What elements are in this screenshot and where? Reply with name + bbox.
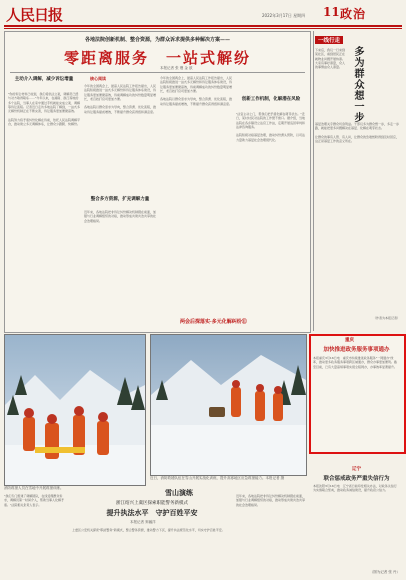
lead-kicker: 各地法院创新机制、整合资源，为群众诉求提供多种解决方案—— (84, 37, 230, 43)
page-number: 11 (323, 5, 340, 19)
sidebar-title[interactable]: 多为群众想一步 (352, 46, 363, 123)
bottom-left-body: "我们专门组建了调解团队，在线受理群众诉求，调解员第一时间介入，帮助当事人化解矛盾。"法院相关负责人表示。 (4, 494, 65, 507)
highlight-place: 重庆 (345, 338, 354, 343)
highlight-title[interactable]: 加快推进政务服务事项通办 (323, 347, 390, 353)
newspaper-logo: 人民日报 (6, 6, 63, 24)
bottom-right-region: 辽宁 (352, 467, 361, 472)
sidebar-author: （作者为本报记者） (372, 316, 400, 320)
lead-byline: 本报记者 张 璁 金 歆 (160, 66, 193, 70)
rescue-photo-right (150, 334, 307, 476)
photo-caption-right: 近日，消防救援队伍在雪山开展实战化训练，提升高寒地区应急救援能力。本报记者 摄 (150, 476, 285, 480)
bottom-center-body: 上虞区公安机关探索"职能警务"新模式，整合警务资源，推动警力下沉，提升执法规范化水平，切实守护百姓平安。 (72, 528, 225, 532)
col3-body: 今年的全国两会上，最高人民法院工作报告提出，人民法院积极推进一站式多元解纷和诉讼服务体系建设，诉讼服务更加便捷高效，诉前调解成功的纠纷数量明显增长，老百姓打官司更加方便。 各地法院以群众需求为导向，整合资源、优化流程，推动诉讼服务提质增效，不断提升群众获得感和满意度。 (160, 76, 232, 106)
photo-title: 雪山演练 (165, 488, 193, 497)
section-title: 政治 (340, 7, 367, 21)
sidebar-tag: 一线行走 (315, 36, 343, 44)
rescue-photo-left (4, 334, 146, 486)
rescue-photo-right-art (151, 335, 306, 475)
highlight-body: 本报重庆3月16日电 重庆市持续推进政务服务"一网通办"改革，推动更多政务服务事项跨区域通办，群众办事更加便利。截至目前，已有大量高频事项实现全程网办，办事效率显著提升。 (313, 356, 398, 369)
issue-date: 2022年3月17日 星期四 (262, 13, 306, 18)
sidebar-intro: 下来后，我们一行来到某社区，看到居民正在就物业问题开展协商。大家有事好商量，众人的事情由众人商量。 (315, 48, 345, 70)
lead-divider (10, 72, 305, 73)
col2-core-reading: 核心阅读 (90, 76, 106, 81)
col2-subheading: 整合多方资源，扩充调解力量 (90, 197, 150, 202)
rescue-photo-left-art (5, 335, 145, 485)
col4-heading: 创新工作机制，化解潜在风险 (241, 97, 301, 102)
bottom-right-credit: （图为记者 张 丹） (369, 570, 400, 574)
masthead-rule (4, 25, 402, 27)
bottom-byline: 本报记者 窦瀚洋 (130, 520, 156, 524)
bottom-right-body: 本报沈阳3月16日电 辽宁省日前印发相关办法，对政务失信行为实施联合惩戒，推动政务诚信建设，提升政府公信力。 (313, 484, 397, 493)
bottom-headline[interactable]: 提升执法水平 守护百姓平安 (106, 508, 198, 517)
col2-body-lower: 近年来，各地法院把非诉讼纠纷解决机制挺在前面，加强与行业调解组织的对接，推动形成共建共治共享的社会治理格局。 (84, 210, 156, 223)
masthead-rule-thin (4, 28, 402, 29)
bottom-right-headline[interactable]: 联合惩戒政务严重失信行为 (323, 476, 390, 482)
series-banner: 两会后探落实·多元化解纠纷⑪ (180, 319, 247, 325)
col2-body: 今年的全国两会上，最高人民法院工作报告提出，人民法院积极推进一站式多元解纷和诉讼服务体系建设，诉讼服务更加便捷高效，诉前调解成功的纠纷数量明显增长，老百姓打官司更加方便。 各地法院以群众需求为导向，整合资源、优化流程，推动诉讼服务提质增效，不断提升群众获得感和满意度。 (84, 84, 156, 114)
sidebar-body: 基层治理关乎群众切身利益。干部们多为群众想一步，多走一步路，就能把更多问题解决在基层、化解在萌芽状态。 让群众的事有人管、有人问，让群众的急难愁盼得到及时回应，这正是基层工作的意义所在。 (315, 122, 400, 144)
col1-heading: 主动介入调解，减少诉讼增量 (14, 77, 74, 82)
lead-headline[interactable]: 零距离服务 一站式解纷 (63, 49, 251, 67)
bottom-col4-body: 近年来，各地法院把非诉讼纠纷解决机制挺在前面，加强与行业调解组织的对接，推动形成共建共治共享的社会治理格局。 (236, 494, 306, 507)
col4-body: "法官主动上门，帮我们把矛盾化解在萌芽状态。"近日，某村村民对法院的工作赞不绝口。据介绍，当地法院在各乡镇设立法官工作站，定期开展巡回审判和法律咨询服务。 法院积极对接基层治理，推动纠纷源头预防，以司法力量助力基层社会治理现代化。 (236, 112, 306, 142)
col1-body: "你的诉讼材料已收到，我们将依法立案，调解员已经与对方取得联系……"今年以来，在湖南、浙江等地的多个法院，当事人在家中通过手机就能完成立案、调解等诉讼流程。记者近日走访多地法院了解到，一站式多元解纷机制正在不断完善，诉讼服务更加便捷高效。 法院努力将矛盾纠纷化解在诉前，依托人民法院调解平台，推动建立多元调解体系，让群众少跑腿、快解纷。 (8, 92, 80, 127)
photo-caption-left: 消防救援人员在雪地中开展救援训练。 (4, 486, 64, 490)
bottom-kicker: 浙江绍兴上虞区探索职能警务新模式 (116, 501, 188, 506)
